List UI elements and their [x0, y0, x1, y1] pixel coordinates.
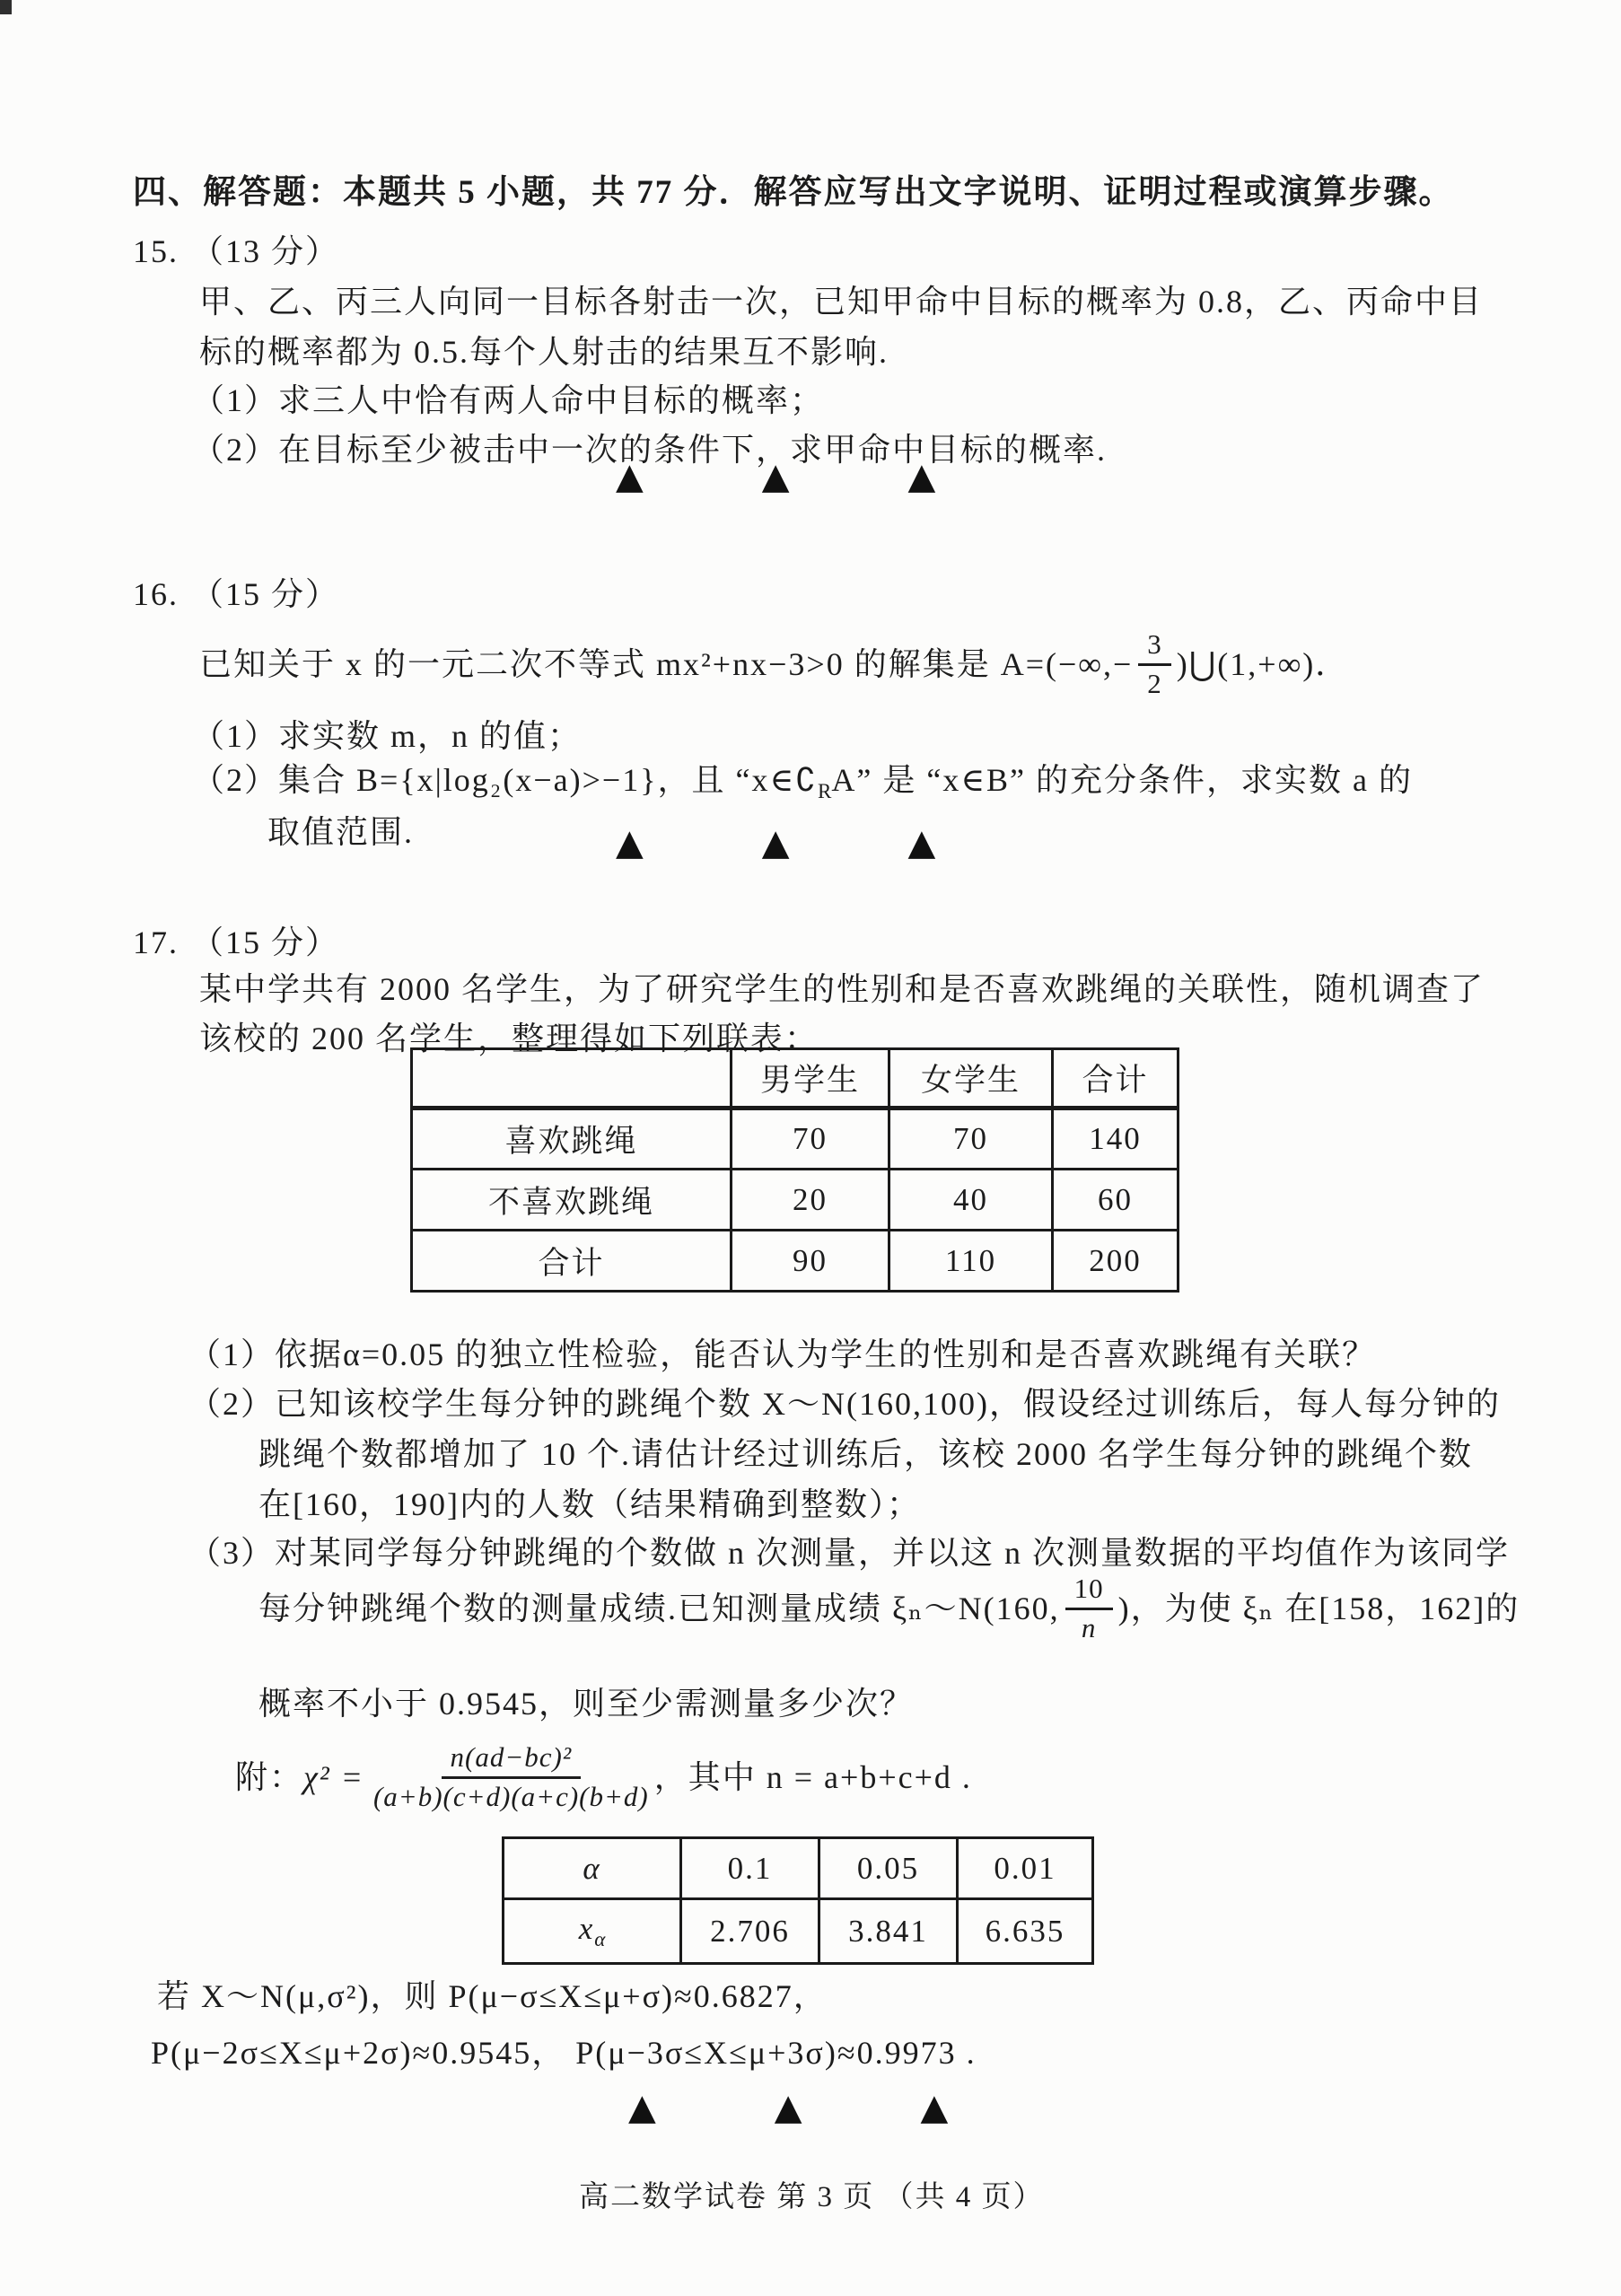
q16-part2-pre: （2）集合 B={x|log₂(x−a)>−1}，且 “x∈∁: [192, 762, 819, 798]
table-cell: 40: [889, 1170, 1053, 1231]
table-cell: 男学生: [732, 1049, 889, 1109]
q17-number-row: [133, 921, 339, 965]
fraction-numerator: n(ad−bc)²: [442, 1742, 582, 1778]
table-row: [412, 1109, 1179, 1170]
table-row: [412, 1231, 1179, 1292]
q15-number-row: [133, 230, 339, 274]
separator-row-3: [628, 2087, 948, 2128]
q15-number: 15.: [133, 233, 179, 269]
fraction-denominator: 2: [1147, 667, 1162, 699]
separator-row-2: [616, 822, 935, 863]
q16-score: （15 分）: [191, 576, 340, 612]
table-cell: α: [504, 1838, 681, 1899]
table-cell: 合计: [412, 1231, 732, 1292]
scan-artifact: [0, 0, 12, 14]
triangle-icon: ▲: [761, 822, 790, 863]
q15-part1: （1）求三人中恰有两人命中目标的概率；: [192, 382, 825, 418]
table-cell: 合计: [1053, 1049, 1179, 1109]
q17-intro-line1: 某中学共有 2000 名学生，为了研究学生的性别和是否喜欢跳绳的关联性，随机调查了: [199, 971, 1485, 1007]
triangle-icon: ▲: [907, 822, 936, 863]
q16-intro-pre: 已知关于 x 的一元二次不等式 mx²+nx−3>0 的解集是 A=(−∞,−: [199, 645, 1134, 682]
normal-distribution-line1: 若 X～N(μ,σ²)，则 P(μ−σ≤X≤μ+σ)≈0.6827，: [157, 1978, 828, 2014]
fraction-denominator: (a+b)(c+d)(a+c)(b+d): [372, 1780, 649, 1812]
q17-score: （15 分）: [191, 925, 340, 960]
table-cell: 90: [732, 1231, 889, 1292]
q15-part2: （2）在目标至少被击中一次的条件下，求甲命中目标的概率.: [192, 432, 1108, 468]
q17-part2-line3: 在[160，190]内的人数（结果精确到整数）；: [258, 1486, 921, 1522]
q15-body-line2: 标的概率都为 0.5.每个人射击的结果互不影响.: [199, 334, 889, 370]
critical-values-table: [502, 1836, 1094, 1965]
triangle-icon: ▲: [616, 456, 644, 497]
table-cell: 20: [732, 1170, 889, 1231]
table-row: [504, 1838, 1093, 1899]
separator-row-1: [616, 456, 935, 497]
page-footer: 高二数学试卷 第 3 页 （共 4 页）: [579, 2181, 1045, 2213]
table-cell: 喜欢跳绳: [412, 1109, 732, 1170]
table-cell: 200: [1053, 1231, 1179, 1292]
table-cell: 女学生: [889, 1049, 1053, 1109]
q16-number: 16.: [133, 576, 179, 612]
q17-part1: （1）依据α=0.05 的独立性检验，能否认为学生的性别和是否喜欢跳绳有关联？: [188, 1336, 1377, 1372]
triangle-icon: ▲: [920, 2087, 949, 2128]
table-cell: 140: [1053, 1109, 1179, 1170]
q17-part3-line3: 概率不小于 0.9545，则至少需测量多少次？: [258, 1686, 915, 1722]
q16-number-row: [133, 573, 339, 617]
q17-part2-line2: 跳绳个数都增加了 10 个.请估计经过训练后，该校 2000 名学生每分钟的跳绳个数: [258, 1436, 1474, 1472]
q15-score: （13 分）: [191, 233, 340, 269]
table-cell: 6.635: [958, 1899, 1093, 1964]
table-cell-x-alpha: [504, 1899, 681, 1964]
q16-intro-post: )⋃(1,+∞)．: [1176, 645, 1350, 682]
table-cell: 0.05: [819, 1838, 958, 1899]
q16-intro: [199, 621, 1349, 707]
fraction-numerator: 10: [1065, 1573, 1113, 1609]
table-cell: 110: [889, 1231, 1053, 1292]
fraction-3-2: [1138, 629, 1171, 698]
triangle-icon: ▲: [774, 2087, 802, 2128]
q17-part3-line2-post: )，为使 ξₙ 在[158，162]的: [1117, 1590, 1520, 1626]
contingency-table: [410, 1047, 1179, 1293]
table-cell: [412, 1049, 732, 1109]
chi-square-fraction: [373, 1742, 649, 1811]
table-header-row: [412, 1049, 1179, 1109]
formula-suffix: ，其中 n = a+b+c+d .: [653, 1758, 972, 1795]
q16-part2-line2: 取值范围.: [267, 814, 415, 850]
table-cell: 0.01: [958, 1838, 1093, 1899]
normal-distribution-line2: P(μ−2σ≤X≤μ+2σ)≈0.9545， P(μ−3σ≤X≤μ+3σ)≈0.9973 .: [151, 2035, 977, 2071]
x-alpha-base: x: [578, 1911, 595, 1946]
triangle-icon: ▲: [628, 2087, 656, 2128]
triangle-icon: ▲: [616, 822, 644, 863]
q17-number: 17.: [133, 925, 179, 960]
q17-part3-line2: [258, 1564, 1520, 1653]
x-alpha-subscript: α: [594, 1928, 606, 1950]
q17-part3-line2-pre: 每分钟跳绳个数的测量成绩.已知测量成绩 ξₙ～N(160,: [258, 1590, 1060, 1626]
triangle-icon: ▲: [761, 456, 790, 497]
q17-part2-line1: （2）已知该校学生每分钟的跳绳个数 X～N(160,100)，假设经过训练后，每人每分钟的: [188, 1386, 1501, 1422]
table-cell: 70: [732, 1109, 889, 1170]
fraction-10-n: [1065, 1573, 1113, 1643]
table-row: [412, 1170, 1179, 1231]
section-header: 四、解答题：本题共 5 小题，共 77 分．解答应写出文字说明、证明过程或演算步骤。: [133, 174, 1454, 211]
fraction-denominator: n: [1081, 1611, 1097, 1643]
chi-square-formula: [235, 1722, 972, 1833]
table-row: [504, 1899, 1093, 1964]
table-cell: 3.841: [819, 1899, 958, 1964]
q15-body-line1: 甲、乙、丙三人向同一目标各射击一次，已知甲命中目标的概率为 0.8，乙、丙命中目: [199, 284, 1484, 320]
table-cell: 不喜欢跳绳: [412, 1170, 732, 1231]
triangle-icon: ▲: [907, 456, 936, 497]
table-cell: 70: [889, 1109, 1053, 1170]
q16-part2: [192, 758, 1413, 805]
formula-prefix: 附：: [235, 1758, 304, 1795]
table-cell: 2.706: [681, 1899, 819, 1964]
table-cell: 60: [1053, 1170, 1179, 1231]
q16-part2-post: A” 是 “x∈B” 的充分条件，求实数 a 的: [831, 762, 1413, 798]
fraction-numerator: 3: [1138, 629, 1171, 665]
chi-square-lhs: χ² =: [303, 1758, 364, 1795]
q17-part3-line1: （3）对某同学每分钟跳绳的个数做 n 次测量，并以这 n 次测量数据的平均值作为该同学: [188, 1535, 1511, 1571]
q16-part1: （1）求实数 m，n 的值；: [192, 718, 583, 754]
complement-subscript-R: R: [818, 780, 832, 803]
q17-intro-line2: 该校的 200 名学生，整理得如下列联表：: [199, 1021, 819, 1056]
table-cell: 0.1: [681, 1838, 819, 1899]
